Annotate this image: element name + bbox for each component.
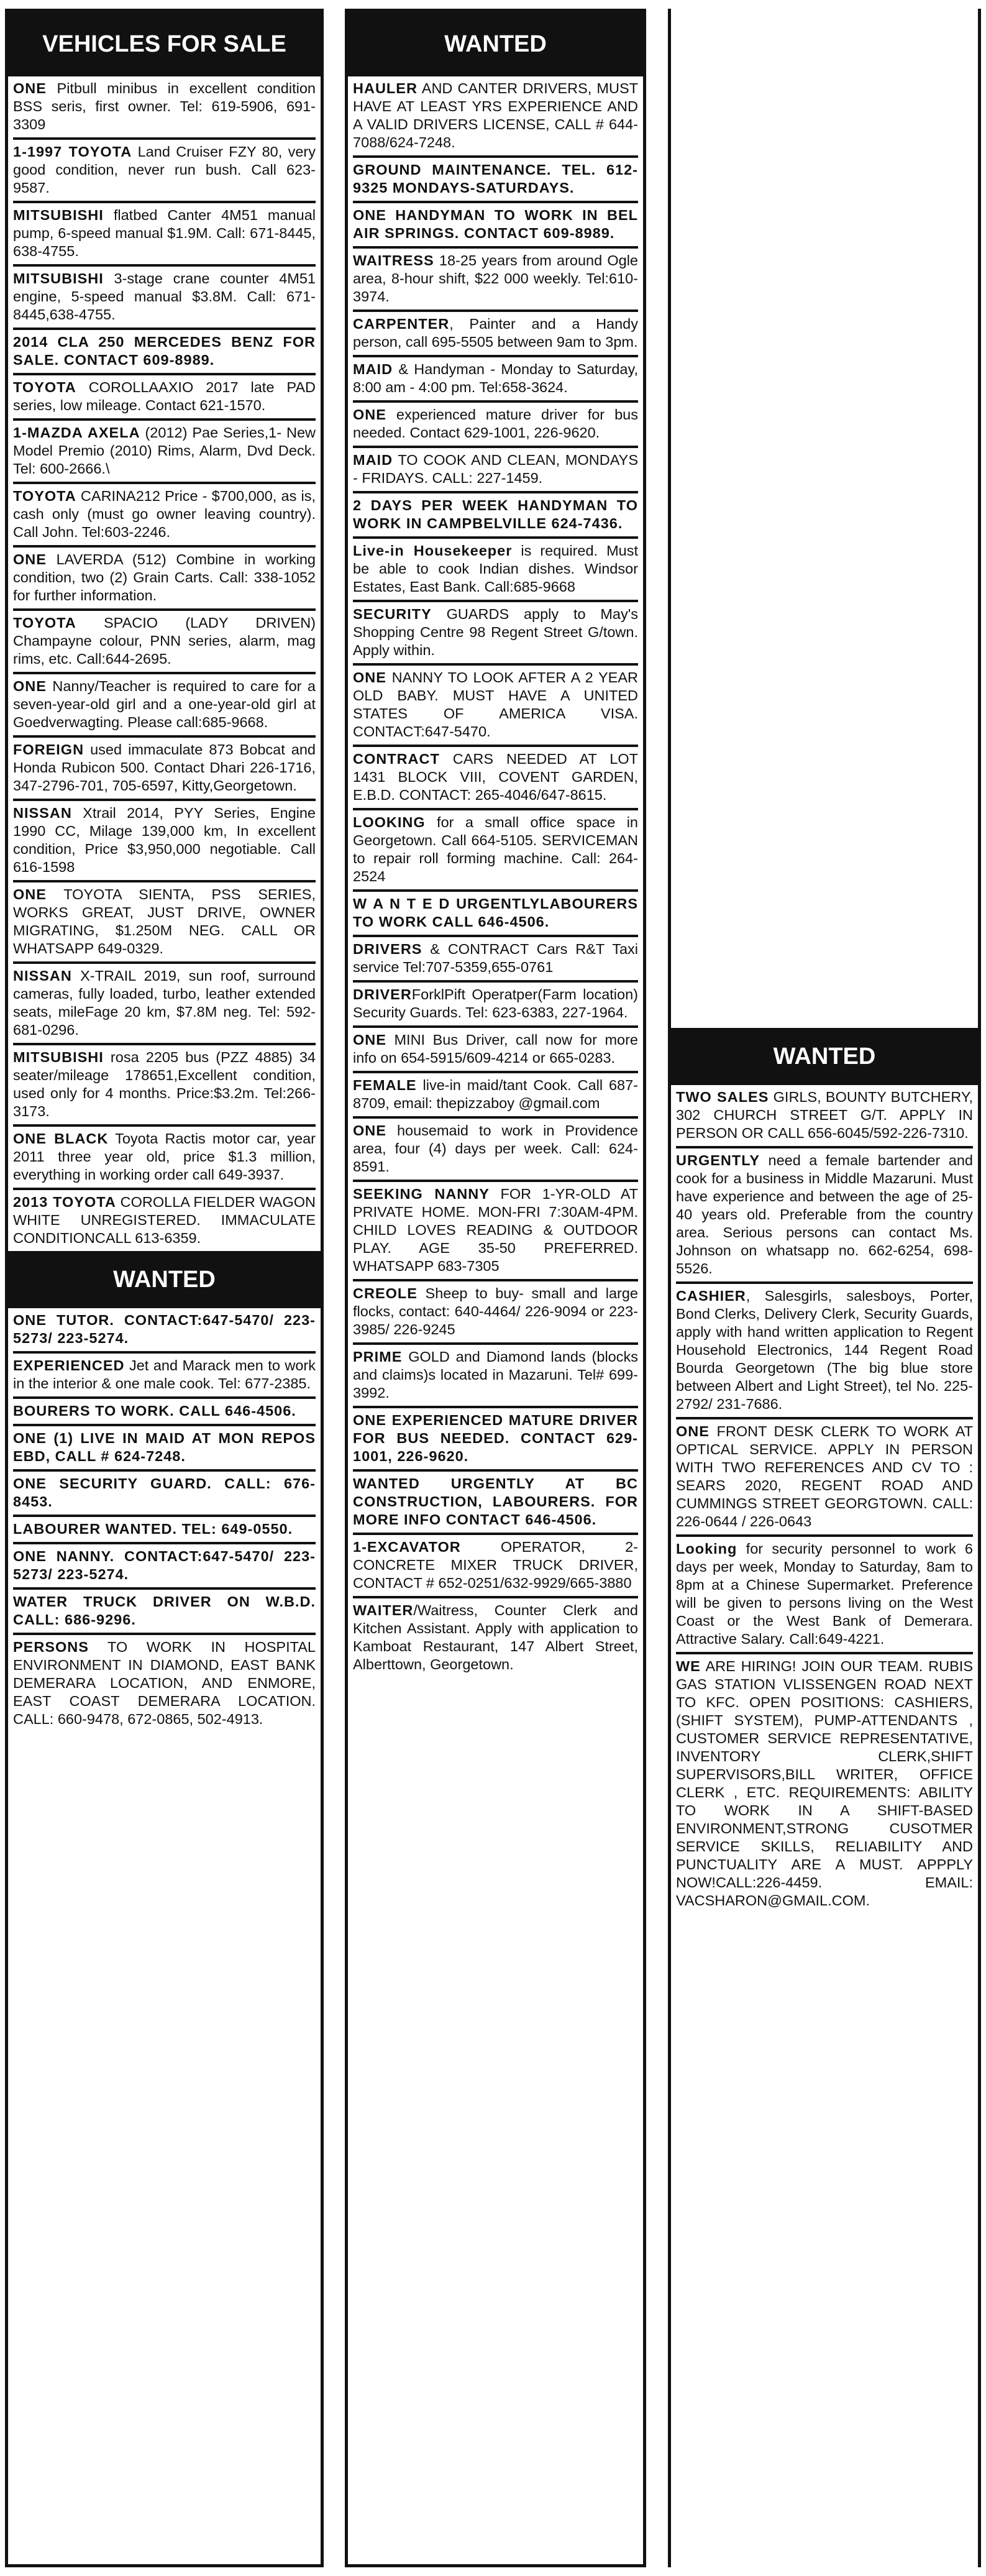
ad-lead-text: MITSUBISHI	[13, 1049, 104, 1065]
ad-body-text: GIRLS, BOUNTY BUTCHERY, 302 CHURCH STREET G/T. APPLY IN PERSON OR CALL 656-6045/592-226-7310.	[676, 1089, 973, 1141]
classified-ad	[13, 1190, 316, 1251]
classified-ad	[13, 1590, 316, 1635]
ad-body-text: TO COOK AND CLEAN, MONDAYS - FRIDAYS. CALL: 227-1459.	[353, 452, 638, 486]
ad-lead-text: ONE	[13, 80, 47, 96]
ad-lead-text: ONE	[353, 406, 386, 423]
ad-body-text: live-in maid/tant Cook. Call 687-8709, email: thepizzaboy @gmail.com	[353, 1077, 638, 1111]
ad-body-text: need a female bartender and cook for a business in Middle Mazaruni. Must have experience and between the age of 25-40 years old. Preferable from the country area. Serious persons can contact Ms. Johnson on whatsapp no. 662-6254, 698-5526.	[676, 1152, 973, 1277]
wanted-ads-list-2	[353, 76, 638, 1677]
ad-lead-text: 1-EXCAVATOR	[353, 1539, 461, 1555]
ad-lead-text: FOREIGN	[13, 741, 84, 758]
classified-ad	[13, 203, 316, 267]
classified-ad	[13, 1517, 316, 1544]
ad-lead-text: MAID	[353, 452, 393, 468]
ad-lead-text: CARPENTER	[353, 316, 450, 332]
classified-ad	[13, 882, 316, 964]
classified-ad	[676, 1654, 973, 1914]
section-heading-vehicles: VEHICLES FOR SALE	[8, 12, 321, 76]
classified-ad	[13, 375, 316, 421]
ad-body-text: ForklPift Operatper(Farm location) Security Guards. Tel: 623-6383, 227-1964.	[353, 986, 638, 1020]
classified-ad	[353, 1281, 638, 1345]
ad-lead-text: NISSAN	[13, 968, 72, 984]
ad-body-text: FOR 1-YR-OLD AT PRIVATE HOME. MON-FRI 7:30AM-4PM. CHILD LOVES READING & OUTDOOR PLAY. AGE 35-50 PREFERRED. WHATSAPP 683-7305	[353, 1186, 638, 1274]
ad-lead-text: ONE HANDYMAN TO WORK IN BEL AIR SPRINGS. CONTACT 609-8989.	[353, 207, 638, 241]
classified-ad	[353, 249, 638, 312]
ad-body-text: (2012) Pae Series,1- New Model Premio (2010) Rims, Alarm, Dvd Deck. Tel: 600-2666.\	[13, 424, 316, 477]
section-heading-wanted-2: WANTED	[348, 12, 643, 76]
classified-ad	[353, 1028, 638, 1073]
ad-body-text: flatbed Canter 4M51 manual pump, 6-speed manual $1.9M. Call: 671-8445, 638-4755.	[13, 207, 316, 259]
ad-body-text: Nanny/Teacher is required to care for a seven-year-old girl and a one-year-old girl at Goedverwagting. Please call:685-9668.	[13, 678, 316, 730]
classified-ad	[353, 403, 638, 448]
classified-ad	[676, 1419, 973, 1537]
ad-lead-text: ONE BLACK	[13, 1130, 109, 1147]
ad-lead-text: SEEKING NANNY	[353, 1186, 490, 1202]
ad-lead-text: WAITRESS	[353, 252, 434, 268]
ad-lead-text: ONE SECURITY GUARD. CALL: 676-8453.	[13, 1475, 316, 1510]
ad-lead-text: WE	[676, 1658, 701, 1674]
classified-ad	[13, 1426, 316, 1472]
classified-ad	[676, 1085, 973, 1148]
classified-ad	[353, 493, 638, 539]
classified-ad	[353, 983, 638, 1028]
column-wanted-3	[668, 9, 981, 2567]
ad-lead-text: PRIME	[353, 1349, 403, 1365]
ad-lead-text: PERSONS	[13, 1639, 89, 1655]
ad-body-text: NANNY TO LOOK AFTER A 2 YEAR OLD BABY. MUST HAVE A UNITED STATES OF AMERICA VISA. CONTACT:647-5470.	[353, 669, 638, 740]
wanted-ads-list-1	[13, 1308, 316, 1732]
classified-ad	[13, 801, 316, 882]
ad-body-text: 3-stage crane counter 4M51 engine, 5-speed manual $3.8M. Call: 671-8445,638-4755.	[13, 270, 316, 323]
ad-lead-text: 1-MAZDA AXELA	[13, 424, 140, 441]
classified-ad	[13, 140, 316, 203]
classified-ad	[13, 1045, 316, 1127]
classified-ad	[13, 1127, 316, 1190]
ad-body-text: Jet and Marack men to work in the interior & one male cook. Tel: 677-2385.	[13, 1357, 316, 1391]
classified-ad	[13, 611, 316, 674]
ad-lead-text: WANTED URGENTLY AT BC CONSTRUCTION, LABOURERS. FOR MORE INFO CONTACT 646-4506.	[353, 1475, 638, 1528]
ad-body-text: Xtrail 2014, PYY Series, Engine 1990 CC, Milage 139,000 km, In excellent condition, Price $3,950,000 negotiable. Call 616-1598	[13, 805, 316, 875]
ad-body-text: rosa 2205 bus (PZZ 4885) 34 seater/mileage 178651,Excellent condition, used only for 4 months. Price:$3.2m. Tel:266-3173.	[13, 1049, 316, 1119]
classified-ad	[13, 1354, 316, 1399]
classified-ad	[353, 158, 638, 203]
classified-ad	[13, 1635, 316, 1732]
classified-ad	[353, 448, 638, 493]
ad-body-text: Pitbull minibus in excellent condition BSS seris, first owner. Tel: 619-5906, 691-3309	[13, 80, 316, 132]
ad-lead-text: LABOURER WANTED. TEL: 649-0550.	[13, 1521, 293, 1537]
ad-body-text: COROLLA FIELDER WAGON WHITE UNREGISTERED. IMMACULATE CONDITIONCALL 613-6359.	[13, 1194, 316, 1246]
ad-body-text: /Waitress, Counter Clerk and Kitchen Assistant. Apply with application to Kamboat Restaurant, 147 Albert Street, Alberttown, Georgetown.	[353, 1602, 638, 1672]
ad-lead-text: SECURITY	[353, 606, 432, 622]
ad-lead-text: ONE	[353, 1122, 386, 1139]
ad-body-text: is required. Must be able to cook Indian dishes. Windsor Estates, East Bank. Call:685-9668	[353, 543, 639, 595]
ad-lead-text: Live-in Housekeeper	[353, 543, 513, 559]
classified-ad	[13, 674, 316, 738]
ad-body-text: CARS NEEDED AT LOT 1431 BLOCK VIII, COVENT GARDEN, E.B.D. CONTACT: 265-4046/647-8615.	[353, 751, 638, 803]
ad-lead-text: TOYOTA	[13, 488, 76, 504]
classified-ad	[353, 1345, 638, 1408]
ad-body-text: OPERATOR, 2- CONCRETE MIXER TRUCK DRIVER, CONTACT # 652-0251/632-9929/665-3880	[353, 1539, 638, 1591]
classified-ad	[13, 421, 316, 484]
ad-lead-text: 1-1997 TOYOTA	[13, 144, 132, 160]
ad-lead-text: ONE EXPERIENCED MATURE DRIVER FOR BUS NEEDED. CONTACT 629-1001, 226-9620.	[353, 1412, 638, 1464]
ad-body-text: COROLLAAXIO 2017 late PAD series, low mileage. Contact 621-1570.	[13, 379, 316, 413]
ad-lead-text: Looking	[676, 1541, 737, 1557]
ad-lead-text: FEMALE	[353, 1077, 417, 1093]
classified-ad	[353, 76, 638, 158]
ad-lead-text: TOYOTA	[13, 615, 76, 631]
classified-ad	[353, 312, 638, 357]
classified-ad	[353, 357, 638, 403]
ad-lead-text: NISSAN	[13, 805, 72, 821]
ad-body-text: used immaculate 873 Bobcat and Honda Rubicon 500. Contact Dhari 226-1716, 347-2796-701, 705-6597, Kitty,Georgetown.	[13, 741, 316, 794]
vehicle-ads-list	[13, 76, 316, 1251]
ad-lead-text: TWO SALES	[676, 1089, 769, 1105]
ad-lead-text: ONE	[676, 1423, 710, 1439]
ad-body-text: MINI Bus Driver, call now for more info on 654-5915/609-4214 or 665-0283.	[353, 1032, 638, 1066]
classified-ad	[353, 1598, 638, 1677]
ad-body-text: & CONTRACT Cars R&T Taxi service Tel:707-5359,655-0761	[353, 941, 638, 975]
ad-body-text: 18-25 years from around Ogle area, 8-hour shift, $22 000 weekly. Tel:610-3974.	[353, 252, 638, 305]
classified-ad	[13, 267, 316, 330]
classified-ad	[353, 1182, 638, 1281]
ad-lead-text: DRIVERS	[353, 941, 422, 957]
ad-body-text: housemaid to work in Providence area, four (4) days per week. Call: 624-8591.	[353, 1122, 638, 1175]
classified-ad	[13, 330, 316, 375]
classified-ad	[353, 1535, 638, 1598]
classified-ad	[353, 203, 638, 249]
classified-ad	[353, 539, 638, 602]
ad-body-text: SPACIO (LADY DRIVEN) Champayne colour, PNN series, alarm, mag rims, etc. Call:644-2695.	[13, 615, 316, 667]
classified-ad	[13, 1544, 316, 1590]
classified-ad	[13, 1308, 316, 1354]
classified-ad	[353, 892, 638, 937]
ad-lead-text: DRIVER	[353, 986, 412, 1002]
classified-ad	[353, 1408, 638, 1472]
classified-ad	[676, 1537, 973, 1654]
ad-body-text: TO WORK IN HOSPITAL ENVIRONMENT IN DIAMOND, EAST BANK DEMERARA LOCATION, AND ENMORE, EAST COAST DEMERARA LOCATION. CALL: 660-9478, 672-0865, 502-4913.	[13, 1639, 316, 1727]
classified-ad	[13, 76, 316, 140]
ad-lead-text: CASHIER	[676, 1288, 746, 1304]
ad-lead-text: 2013 TOYOTA	[13, 1194, 116, 1210]
ad-body-text: LAVERDA (512) Combine in working condition, two (2) Grain Carts. Call: 338-1052 for further information.	[13, 551, 316, 603]
section-heading-wanted-3: WANTED	[671, 1028, 978, 1085]
ad-lead-text: ONE	[353, 669, 386, 685]
ad-lead-text: W A N T E D URGENTLYLABOURERS TO WORK CALL 646-4506.	[353, 896, 638, 930]
ad-lead-text: EXPERIENCED	[13, 1357, 125, 1373]
classified-ad	[676, 1284, 973, 1419]
ad-body-text: ARE HIRING! JOIN OUR TEAM. RUBIS GAS STATION VLISSENGEN ROAD NEXT TO KFC. OPEN POSITIONS: CASHIERS, (SHIFT SYSTEM), PUMP-ATTENDANTS , CUSTOMER SERVICE REPRESENTATIVE, INVENTORY CLERK,SHIFT SUPERVISORS,BILL WRITER, OFFICE CLERK , ETC. REQUIREMENTS: ABILITY TO WORK IN A SHIFT-BASED ENVIRONMENT,STRONG CUSOTMER SERVICE SKILLS, RELIABILITY AND PUNCTUALITY ARE A MUST. APPPLY NOW!CALL:226-4459. EMAIL: VACSHARON@GMAIL.COM.	[676, 1658, 973, 1909]
ad-body-text: Toyota Ractis motor car, year 2011 three year old, price $1.3 million, everything in working order call 649-3937.	[13, 1130, 316, 1183]
ad-lead-text: URGENTLY	[676, 1152, 760, 1168]
ad-lead-text: 2 DAYS PER WEEK HANDYMAN TO WORK IN CAMPBELVILLE 624-7436.	[353, 497, 638, 531]
ad-body-text: CARINA212 Price - $700,000, as is, cash only (must go owner leaving country). Call John. Tel:603-2246.	[13, 488, 316, 540]
classified-ad	[353, 602, 638, 666]
ad-lead-text: GROUND MAINTENANCE. TEL. 612-9325 MONDAYS-SATURDAYS.	[353, 162, 638, 196]
classified-ad	[13, 738, 316, 801]
ad-lead-text: MITSUBISHI	[13, 207, 104, 223]
blank-space	[676, 9, 973, 1028]
ad-lead-text: LOOKING	[353, 814, 426, 830]
ad-body-text: for security personnel to work 6 days per week, Monday to Saturday, 8am to 8pm at a Chinese Supermarket. Preference will be given to persons living on the West Coast or the West Bank of Demerara. Attractive Salary. Call:649-4221.	[676, 1541, 973, 1647]
ad-lead-text: MITSUBISHI	[13, 270, 104, 286]
wanted-ads-list-3	[676, 1085, 973, 1914]
ad-body-text: , Painter and a Handy person, call 695-5505 between 9am to 3pm.	[353, 316, 638, 350]
ad-lead-text: BOURERS TO WORK. CALL 646-4506.	[13, 1403, 296, 1419]
ad-lead-text: ONE	[13, 886, 47, 902]
classified-ad	[353, 1472, 638, 1535]
ad-body-text: AND CANTER DRIVERS, MUST HAVE AT LEAST YRS EXPERIENCE AND A VALID DRIVERS LICENSE, CALL # 644-7088/624-7248.	[353, 80, 638, 150]
classified-ad	[353, 1073, 638, 1119]
column-wanted-2	[345, 9, 646, 2567]
ad-lead-text: MAID	[353, 361, 393, 377]
column-vehicles	[5, 9, 324, 2567]
ad-lead-text: ONE (1) LIVE IN MAID AT MON REPOS EBD, CALL # 624-7248.	[13, 1430, 316, 1464]
ad-lead-text: CREOLE	[353, 1285, 418, 1301]
classified-ad	[676, 1148, 973, 1284]
ad-lead-text: WAITER	[353, 1602, 414, 1618]
ad-body-text: FRONT DESK CLERK TO WORK AT OPTICAL SERVICE. APPLY IN PERSON WITH TWO REFERENCES AND CV TO : SEARS 2020, REGENT ROAD AND CUMMINGS STREET GEORGTOWN. CALL: 226-0644 / 226-0643	[676, 1423, 973, 1529]
ad-lead-text: ONE TUTOR. CONTACT:647-5470/ 223-5273/ 223-5274.	[13, 1312, 316, 1346]
ad-body-text: , Salesgirls, salesboys, Porter, Bond Clerks, Delivery Clerk, Security Guards, apply with hand written application to Regent Household Electronics, 144 Regent Road Bourda Georgetown (The big blue store between Albert and Light Street), tel No. 225-2792/ 231-7686.	[676, 1288, 973, 1412]
ad-body-text: TOYOTA SIENTA, PSS SERIES, WORKS GREAT, JUST DRIVE, OWNER MIGRATING, $1.250M NEG. CALL OR WHATSAPP 649-0329.	[13, 886, 316, 956]
ad-lead-text: 2014 CLA 250 MERCEDES BENZ FOR SALE. CONTACT 609-8989.	[13, 334, 316, 368]
ad-lead-text: ONE NANNY. CONTACT:647-5470/ 223-5273/ 223-5274.	[13, 1548, 316, 1582]
classified-ad	[353, 1119, 638, 1182]
ad-lead-text: HAULER	[353, 80, 418, 96]
classified-ad	[13, 484, 316, 548]
ad-body-text: & Handyman - Monday to Saturday, 8:00 am - 4:00 pm. Tel:658-3624.	[353, 361, 638, 395]
ad-body-text: for a small office space in Georgetown. Call 664-5105. SERVICEMAN to repair roll forming machine. Call: 264-2524	[353, 814, 638, 884]
classified-ad	[353, 666, 638, 747]
ad-lead-text: TOYOTA	[13, 379, 76, 395]
ad-body-text: Land Cruiser FZY 80, very good condition, never run bush. Call 623-9587.	[13, 144, 316, 196]
ad-lead-text: ONE	[13, 551, 47, 567]
ad-lead-text: CONTRACT	[353, 751, 440, 767]
ad-lead-text: ONE	[353, 1032, 386, 1048]
ad-body-text: X-TRAIL 2019, sun roof, surround cameras, fully loaded, turbo, leather extended seats, mileFage 20 km, $7.8M neg. Tel: 592-681-0296.	[13, 968, 316, 1038]
classified-ad	[353, 810, 638, 892]
classified-ad	[13, 1399, 316, 1426]
ad-lead-text: ONE	[13, 678, 47, 694]
ad-body-text: experienced mature driver for bus needed. Contact 629-1001, 226-9620.	[353, 406, 638, 441]
classified-ad	[13, 1472, 316, 1517]
classified-ad	[353, 747, 638, 810]
section-heading-wanted-1: WANTED	[8, 1251, 321, 1308]
ad-body-text: GOLD and Diamond lands (blocks and claims)s located in Mazaruni. Tel# 699-3992.	[353, 1349, 638, 1401]
ad-lead-text: WATER TRUCK DRIVER ON W.B.D. CALL: 686-9296.	[13, 1593, 316, 1628]
classified-ad	[13, 548, 316, 611]
classified-ad	[13, 964, 316, 1045]
ad-body-text: GUARDS apply to May's Shopping Centre 98 Regent Street G/town. Apply within.	[353, 606, 638, 658]
classified-ad	[353, 937, 638, 983]
ad-body-text: Sheep to buy- small and large flocks, contact: 640-4464/ 226-9094 or 223-3985/ 226-9245	[353, 1285, 638, 1337]
